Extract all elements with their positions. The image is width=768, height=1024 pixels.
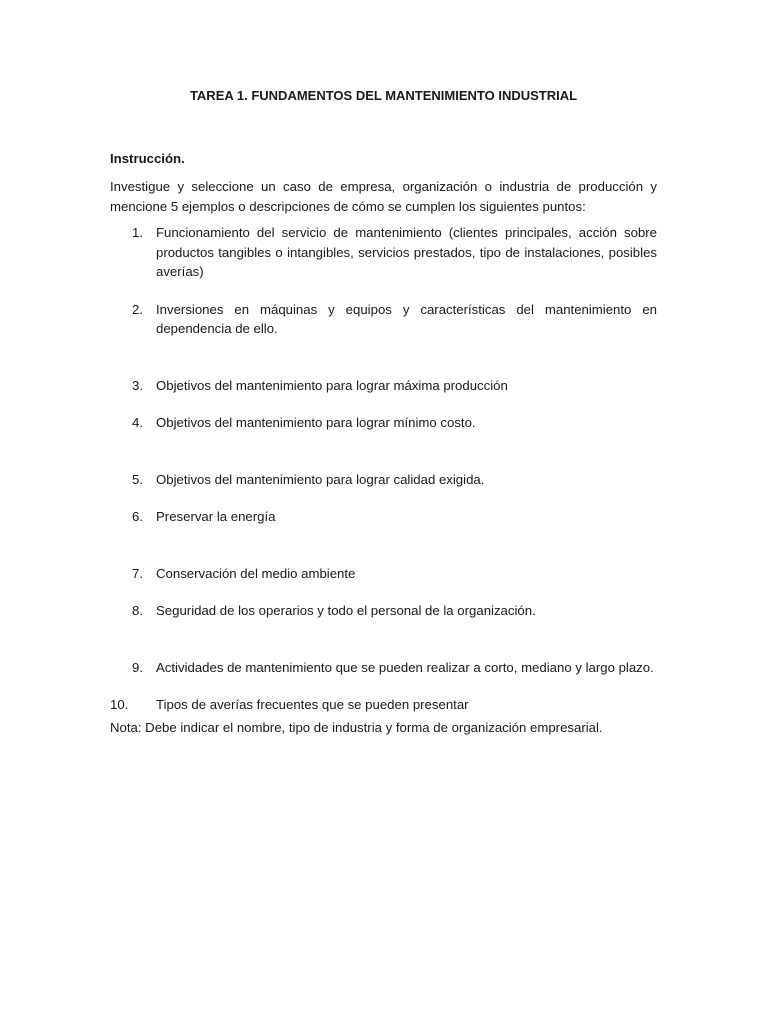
document-title: TAREA 1. FUNDAMENTOS DEL MANTENIMIENTO INDUSTRIAL	[189, 88, 578, 103]
list-item-text: Preservar la energía	[156, 509, 276, 524]
list-item	[110, 223, 657, 282]
list-item-text: Actividades de mantenimiento que se pueden realizar a corto, mediano y largo plazo.	[156, 659, 654, 675]
list-item	[110, 601, 657, 621]
list-item-text: Objetivos del mantenimiento para lograr calidad exigida.	[156, 471, 485, 487]
list-item	[110, 658, 657, 678]
list-item	[110, 300, 657, 339]
task-list	[110, 223, 657, 715]
document-page	[110, 86, 657, 737]
list-item-number: 2.	[132, 301, 143, 317]
list-item	[110, 507, 657, 527]
list-item-text: Conservación del medio ambiente	[156, 565, 356, 581]
instruction-heading: Instrucción.	[110, 151, 185, 166]
list-item-text: Inversiones en máquinas y equipos y características del mantenimiento en dependencia de ello.	[156, 301, 657, 336]
list-item-number: 7.	[132, 565, 143, 581]
list-item-number: 6.	[132, 509, 143, 524]
list-item-number: 1.	[132, 225, 143, 240]
list-item	[110, 470, 657, 490]
list-item-text: Funcionamiento del servicio de mantenimiento (clientes principales, acción sobre productos tangibles o intangibles, servicios prestados, tipo de instalaciones, posibles averías)	[156, 225, 657, 279]
list-item	[110, 376, 657, 396]
instruction-paragraph: Investigue y seleccione un caso de empresa, organización o industria de producción y mencione 5 ejemplos o descripciones de cómo se cumplen los siguientes puntos:	[110, 179, 657, 214]
note-text: Nota: Debe indicar el nombre, tipo de industria y forma de organización empresarial.	[110, 719, 603, 735]
list-item	[110, 695, 657, 715]
list-item-number: 4.	[132, 415, 143, 430]
list-item-number: 3.	[132, 377, 143, 393]
list-item-number: 8.	[132, 603, 143, 618]
list-item-text: Objetivos del mantenimiento para lograr máxima producción	[156, 377, 508, 393]
list-item-number: 9.	[132, 659, 143, 675]
list-item	[110, 413, 657, 433]
list-item-text: Objetivos del mantenimiento para lograr mínimo costo.	[156, 415, 476, 430]
list-item-number: 5.	[132, 471, 143, 487]
list-item-text: Tipos de averías frecuentes que se pueden presentar	[156, 697, 469, 712]
list-item-number: 10.	[110, 697, 129, 712]
list-item	[110, 564, 657, 584]
list-item-text: Seguridad de los operarios y todo el personal de la organización.	[156, 603, 536, 618]
